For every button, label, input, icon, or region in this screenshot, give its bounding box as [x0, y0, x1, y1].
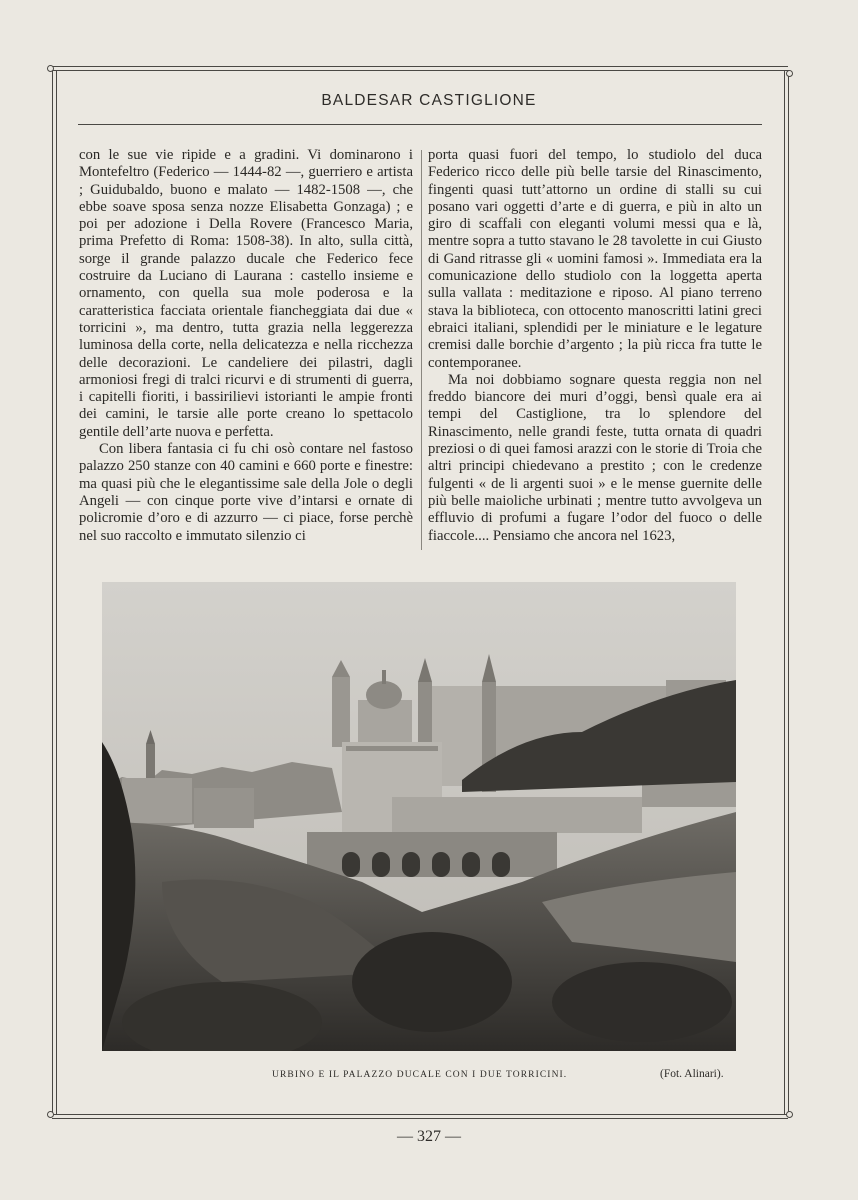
frame-top-rule-inner	[52, 70, 788, 71]
frame-corner-ornament	[786, 1111, 793, 1118]
paragraph: Ma noi dobbiamo sognare questa reggia non nel freddo biancore dei muri d’oggi, bensì quale era ai tempi del Castiglione, tra lo splendore del Rinascimento, nelle grandi feste, tutta ornata di quadri preziosi o di quei famosi arazzi con le storie di Troia che altri principi chiedevano a prestito ; con le credenze fulgenti « de li argenti suoi » e le mense guernite delle più belle maioliche urbinati ; mentre tutto avvolgeva un effluvio di profumi a fugare l’odor del fuoco o delle fiaccole.... Pensiamo che ancora nel 1623,	[428, 371, 762, 544]
frame-right-rule	[784, 70, 785, 1114]
photo-credit: (Fot. Alinari).	[660, 1068, 724, 1080]
paragraph: porta quasi fuori del tempo, lo studiolo del duca Federico ricco delle più belle tarsie del Rinascimento, fingenti quasi tutt’attorno un ordine di stalli su cui posano vari oggetti d’arte e di guerra, e più in alto un giro di scaffali con eleganti volumi messi qua e là, mentre sopra a tutto stavano le 28 tavolette in cui Giusto di Gand ritrasse gli « uomini famosi ». Immediata era la comunicazione dello studiolo con la loggetta aperta sulla vallata : meditazione e riposo. Al piano terreno stava la biblioteca, con ottocento manoscritti latini greci ebraici italiani, splendidi per le miniature e le legature cremisi dalle borchie d’argento ; la più ricca fra tutte le contemporanee.	[428, 147, 762, 371]
frame-top-rule	[52, 66, 788, 67]
frame-corner-ornament	[47, 1111, 54, 1118]
header-rule	[78, 124, 762, 125]
page-number: — 327 —	[397, 1128, 461, 1145]
photograph-drawing	[102, 582, 736, 1051]
text-column-left	[79, 147, 413, 545]
frame-corner-ornament	[786, 70, 793, 77]
figure-caption: URBINO E IL PALAZZO DUCALE CON I DUE TORRICINI.	[272, 1070, 568, 1080]
frame-right-rule-inner	[788, 70, 789, 1114]
frame-bottom-rule	[52, 1114, 788, 1115]
text-column-right	[428, 147, 762, 545]
column-divider	[421, 150, 422, 550]
paragraph: Con libera fantasia ci fu chi osò contare nel fastoso palazzo 250 stanze con 40 camini e 660 porte e finestre: ma quasi più che le elegantissime sale della Jole o degli Angeli — con cinque porte vive d’intarsi e ornate di policromie d’oro e di azzurro — ci piace, forse perchè nel suo raccolto e immutato silenzio ci	[79, 441, 413, 544]
frame-left-rule	[52, 70, 53, 1114]
frame-corner-ornament	[47, 65, 54, 72]
frame-left-rule-inner	[56, 70, 57, 1114]
photograph-urbino	[102, 582, 736, 1051]
frame-bottom-rule-inner	[52, 1118, 788, 1119]
running-head: BALDESAR CASTIGLIONE	[321, 92, 537, 109]
paragraph: con le sue vie ripide e a gradini. Vi dominarono i Montefeltro (Federico — 1444-82 —, guerriero e artista ; Guidubaldo, buono e malato — 1482-1508 —, che ebbe soave sposa senza nozze Elisabetta Gonzaga) ; e poi per adozione i Della Rovere (Francesco Maria, prima Prefetto di Roma: 1508-38). In alto, sulla città, sorge il grande palazzo ducale che Federico fece costruire da Luciano di Laurana : castello insieme e ornamento, con quella sua mole poderosa e la caratteristica facciata orientale fiancheggiata dai due « torricini », ma dentro, tutta grazia nella leggerezza luminosa della corte, nella delicatezza e nella ricchezza delle decorazioni. Le candeliere dei pilastri, dagli armoniosi fregi di tralci ricurvi e di strumenti di guerra, i capitelli fioriti, i bassirilievi istorianti le ampie fronti dei camini, le tarsie alle porte creano lo spettacolo gentile dell’arte nuova e perfetta.	[79, 147, 413, 440]
